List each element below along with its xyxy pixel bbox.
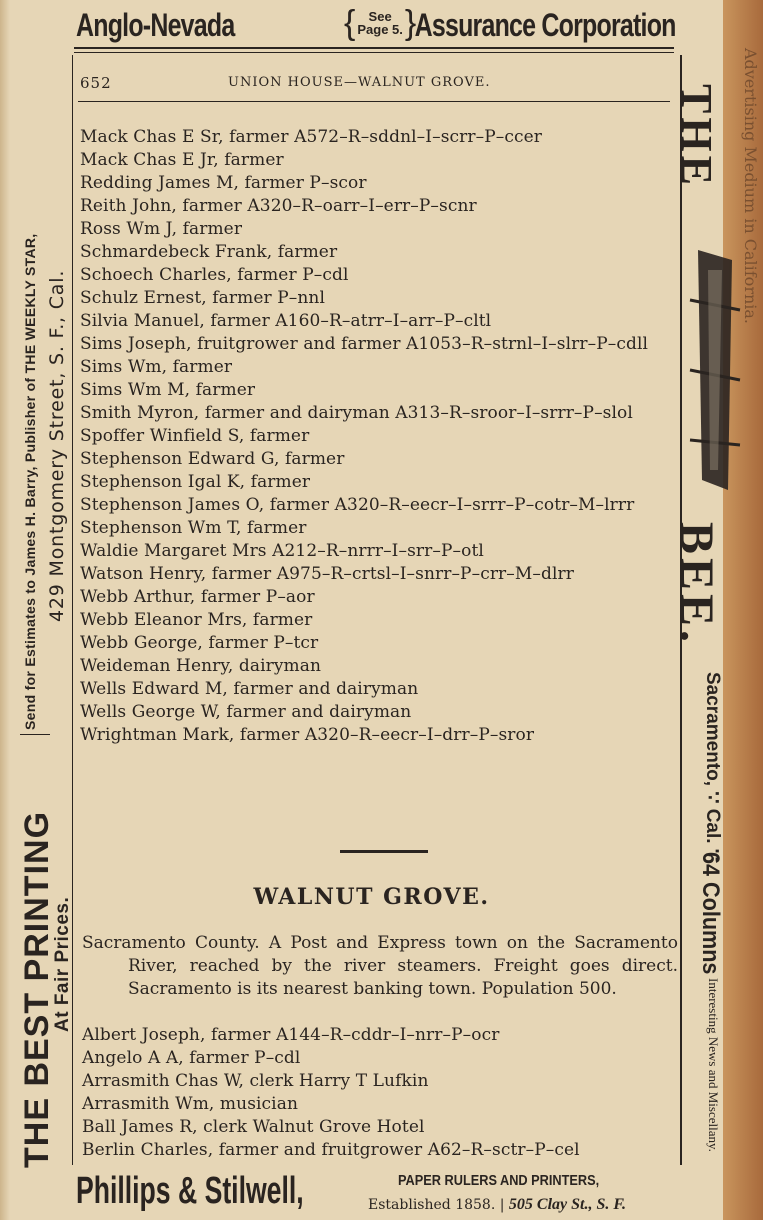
see-page-note: { See Page 5. }	[344, 4, 417, 42]
left-ad-best-printing: THE BEST PRINTING	[18, 810, 56, 1168]
page-number: 652	[80, 74, 112, 92]
see-line2: Page 5.	[357, 22, 403, 37]
directory-entry: Wells George W, farmer and dairyman	[80, 702, 412, 722]
top-advertisement	[76, 4, 676, 46]
left-ad-address: 429 Montgomery Street, S. F., Cal.	[46, 269, 68, 622]
see-line1: See	[368, 9, 392, 24]
bee-ship-illustration	[688, 240, 742, 500]
directory-entry: Arrasmith Chas W, clerk Harry T Lufkin	[82, 1071, 429, 1091]
bottom-advertisement	[76, 1168, 696, 1218]
bottom-ad-details: Established 1858. | 505 Clay St., S. F.	[368, 1196, 626, 1213]
directory-entry: Reith John, farmer A320–R–oarr–I–err–P–scnr	[80, 196, 477, 216]
left-ad-fair-prices: At Fair Prices.	[52, 896, 73, 1032]
directory-entry: Sims Wm, farmer	[80, 357, 233, 377]
directory-entry: Schmardebeck Frank, farmer	[80, 242, 338, 262]
header-rule	[78, 101, 670, 102]
directory-entry: Albert Joseph, farmer A144–R–cddr–I–nrr–P–ocr	[82, 1025, 500, 1045]
right-ad-news: Interesting News and Miscellany.	[706, 978, 721, 1152]
walnut-grove-directory	[82, 1024, 682, 1162]
section-title-text: WALNUT GROVE.	[253, 884, 490, 910]
directory-entry: Sims Wm M, farmer	[80, 380, 256, 400]
right-ad-columns: 64 Columns	[697, 852, 724, 975]
right-ad-bee: BEE.	[670, 522, 723, 647]
directory-entry: Schoech Charles, farmer P–cdl	[80, 265, 349, 285]
section-title	[0, 884, 763, 910]
directory-entry: Wrightman Mark, farmer A320–R–eecr–I–drr–P–sror	[80, 725, 535, 745]
directory-entry: Ross Wm J, farmer	[80, 219, 243, 239]
directory-entry: Schulz Ernest, farmer P–nnl	[80, 288, 326, 308]
right-ad-medium: Advertising Medium in California.	[741, 48, 760, 325]
directory-entry: Redding James M, farmer P–scor	[80, 173, 367, 193]
top-ad-right: Assurance Corporation	[414, 6, 676, 43]
directory-entry: Ball James R, clerk Walnut Grove Hotel	[82, 1117, 425, 1137]
left-margin-advertisement	[0, 0, 72, 1220]
right-ad-city: Sacramento, ∵ Cal. ∵	[702, 672, 723, 861]
directory-entry: Silvia Manuel, farmer A160–R–atrr–I–arr–P–cltl	[80, 311, 492, 331]
bottom-ad-established: Established 1858.	[368, 1197, 496, 1213]
directory-entry: Webb Arthur, farmer P–aor	[80, 587, 315, 607]
directory-entry: Stephenson Wm T, farmer	[80, 518, 307, 538]
directory-entry: Weideman Henry, dairyman	[80, 656, 322, 676]
left-ad-divider	[20, 734, 50, 735]
directory-entry: Berlin Charles, farmer and fruitgrower A62–R–sctr–P–cel	[82, 1140, 580, 1160]
union-house-directory	[80, 126, 680, 747]
right-ad-the: THE	[672, 84, 721, 189]
bottom-ad-company: Phillips & Stilwell,	[76, 1170, 304, 1212]
directory-entry: Webb Eleanor Mrs, farmer	[80, 610, 313, 630]
directory-entry: Stephenson Edward G, farmer	[80, 449, 345, 469]
left-ad-send-estimates: Send for Estimates to James H. Barry, Publisher of THE WEEKLY STAR,	[22, 233, 38, 730]
bottom-ad-address: 505 Clay St., S. F.	[508, 1196, 626, 1213]
directory-entry: Stephenson Igal K, farmer	[80, 472, 311, 492]
top-rule	[74, 47, 674, 49]
bottom-ad-trade: PAPER RULERS AND PRINTERS,	[398, 1172, 600, 1189]
directory-entry: Stephenson James O, farmer A320–R–eecr–I–srrr–P–cotr–M–lrrr	[80, 495, 635, 515]
section-description: Sacramento County. A Post and Express town on the Sacramento River, reached by the river steamers. Freight goes direct. Sacramento is its nearest banking town. Population 500.	[82, 933, 678, 999]
top-rule-thin	[74, 52, 674, 53]
directory-entry: Watson Henry, farmer A975–R–crtsl–I–snrr–P–crr–M–dlrr	[80, 564, 574, 584]
directory-entry: Waldie Margaret Mrs A212–R–nrrr–I–srr–P–otl	[80, 541, 484, 561]
directory-entry: Angelo A A, farmer P–cdl	[82, 1048, 301, 1068]
directory-entry: Wells Edward M, farmer and dairyman	[80, 679, 419, 699]
section-separator	[340, 850, 428, 853]
top-ad-left: Anglo-Nevada	[76, 6, 235, 43]
directory-entry: Arrasmith Wm, musician	[82, 1094, 299, 1114]
directory-entry: Spoffer Winfield S, farmer	[80, 426, 310, 446]
directory-entry: Mack Chas E Jr, farmer	[80, 150, 284, 170]
directory-entry: Sims Joseph, fruitgrower and farmer A1053–R–strnl–I–slrr–P–cdll	[80, 334, 649, 354]
directory-entry: Webb George, farmer P–tcr	[80, 633, 319, 653]
directory-entry: Smith Myron, farmer and dairyman A313–R–sroor–I–srrr–P–slol	[80, 403, 633, 423]
running-title: UNION HOUSE—WALNUT GROVE.	[228, 75, 491, 90]
directory-entry: Mack Chas E Sr, farmer A572–R–sddnl–I–scrr–P–ccer	[80, 127, 542, 147]
